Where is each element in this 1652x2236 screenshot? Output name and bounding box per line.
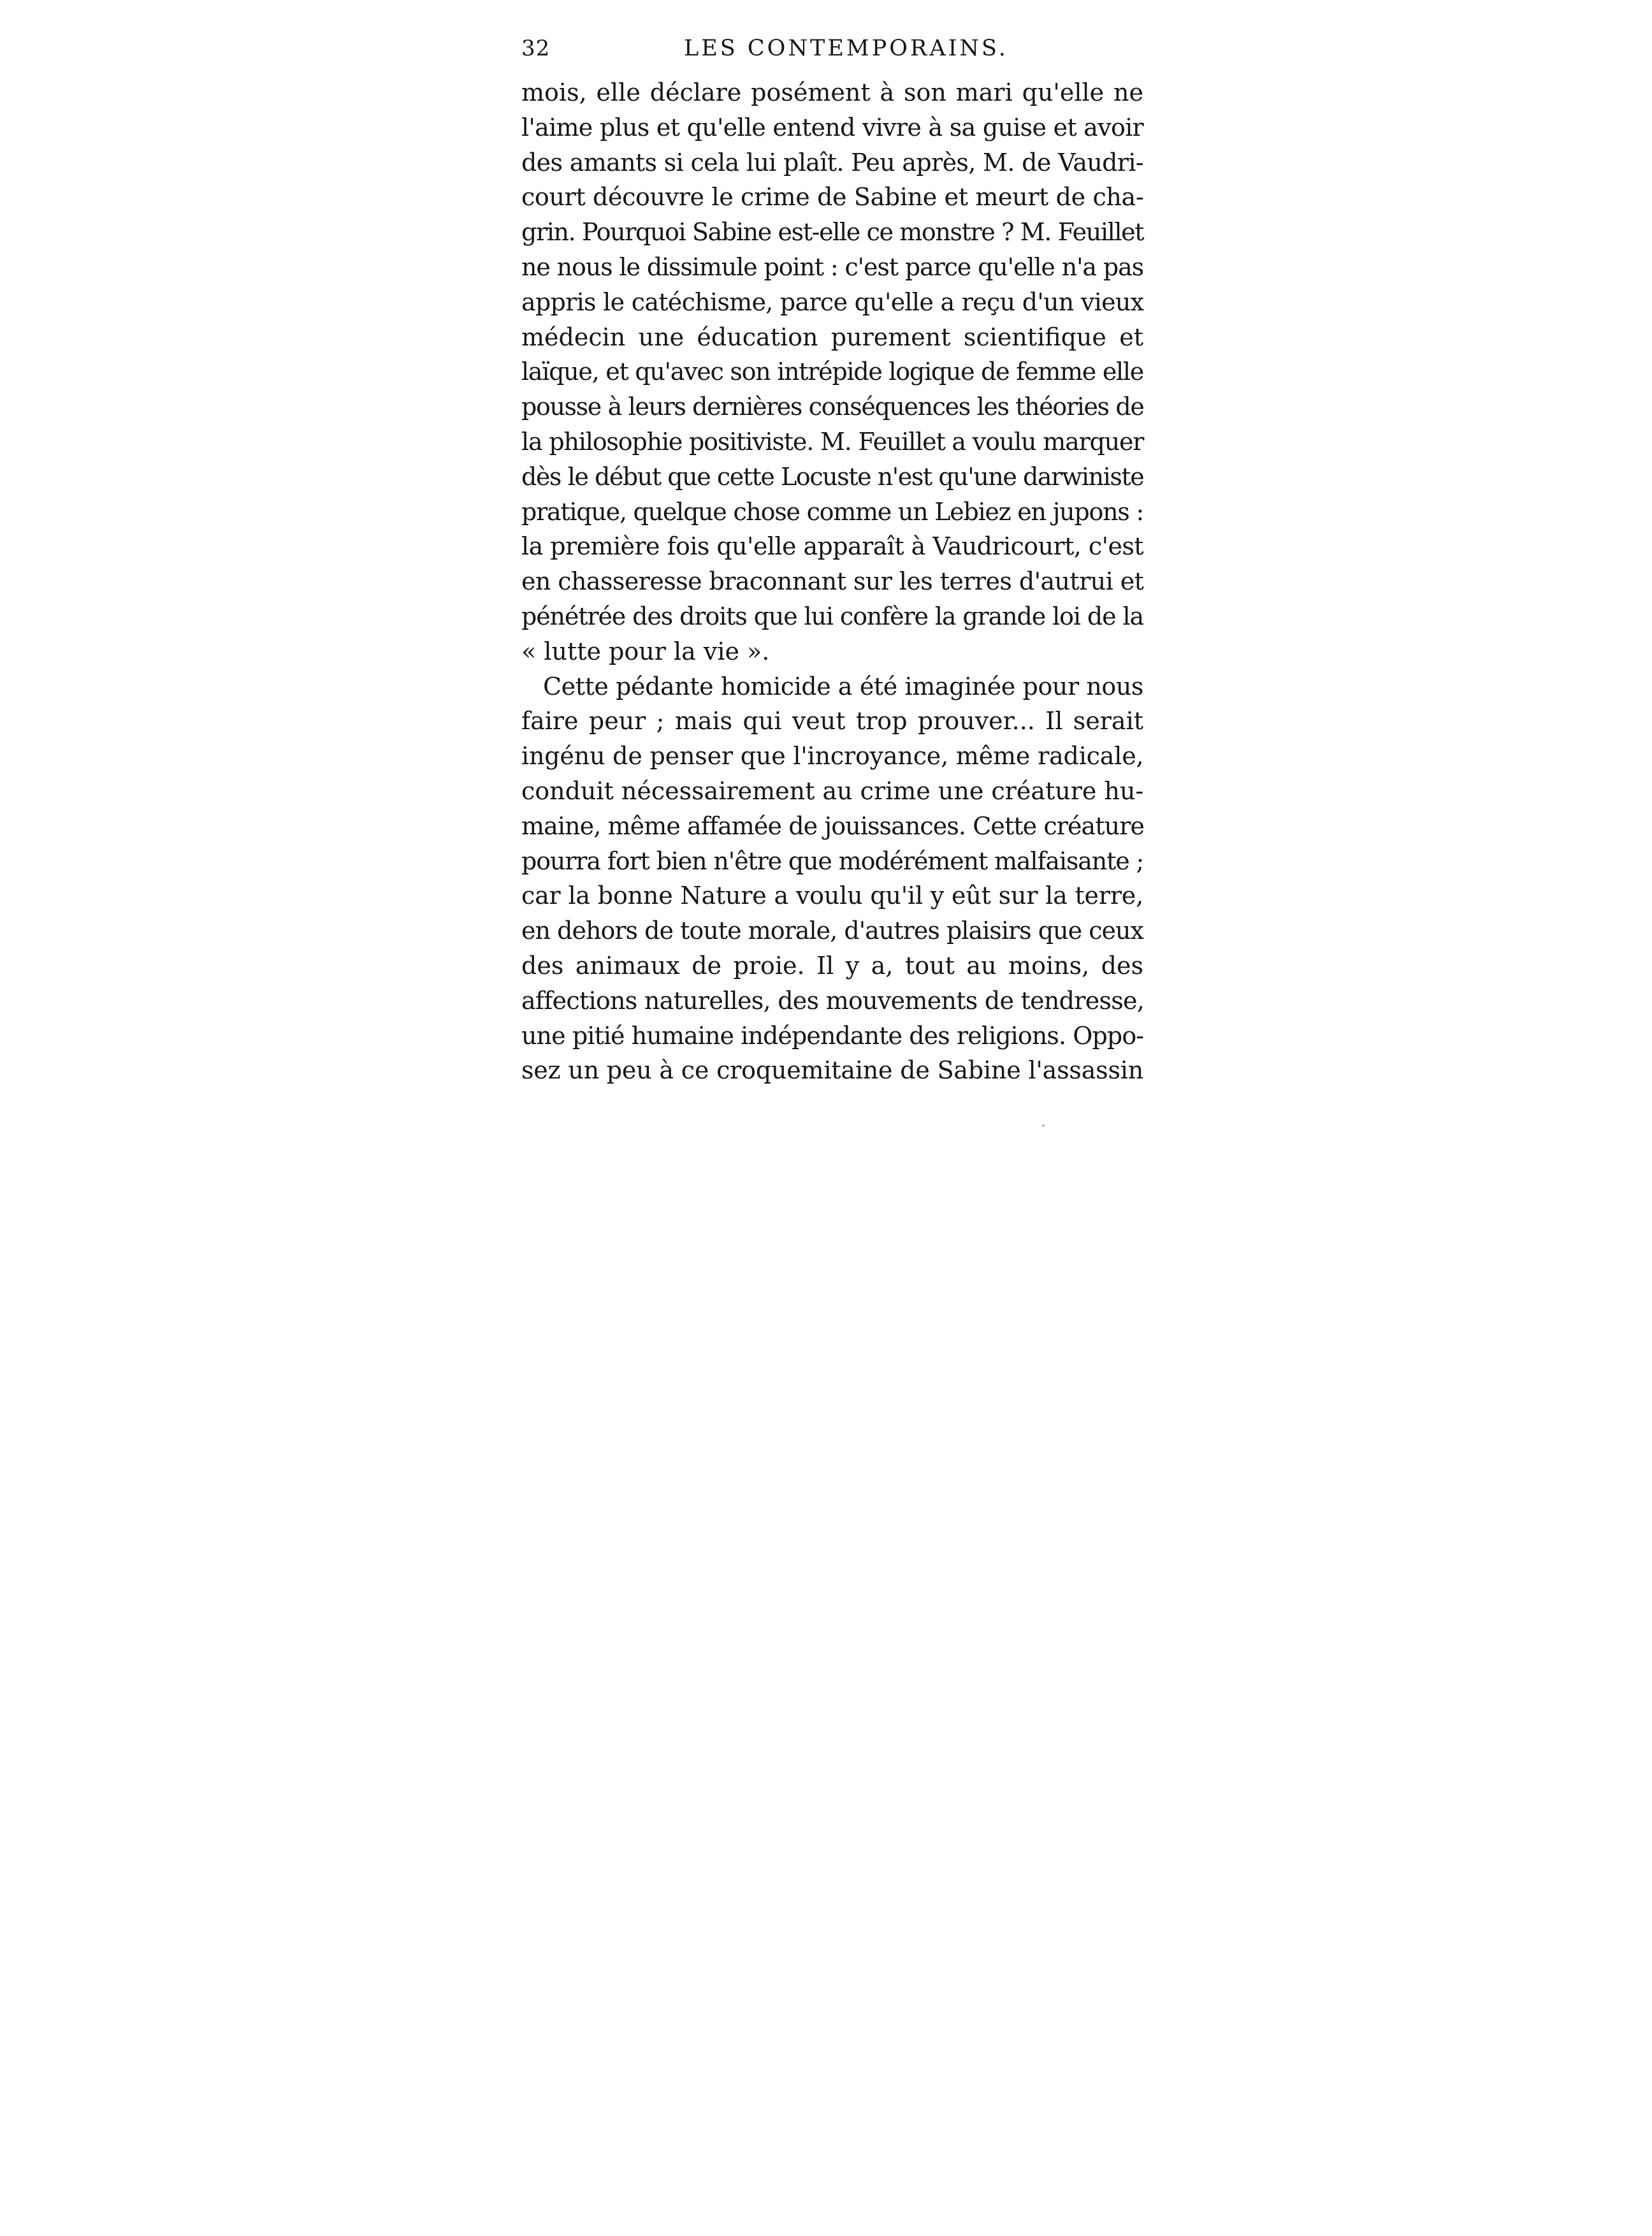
text-line: conduit nécessairement au crime une créature hu- xyxy=(521,776,1144,805)
text-line: affections naturelles, des mouvements de tendresse, xyxy=(521,986,1145,1015)
text-line: court découvre le crime de Sabine et meurt de cha- xyxy=(521,183,1144,212)
paragraph-start-line: Cette pédante homicide a été imaginée pour nous xyxy=(543,672,1143,701)
text-line: médecin une éducation purement scientifique et xyxy=(521,323,1143,351)
text-line: appris le catéchisme, parce qu'elle a reçu d'un vieux xyxy=(521,287,1144,316)
page-number: 32 xyxy=(521,36,551,61)
text-line: car la bonne Nature a voulu qu'il y eût sur la terre, xyxy=(521,882,1143,910)
text-line: ne nous le dissimule point : c'est parce qu'elle n'a pas xyxy=(521,252,1143,281)
text-line: laïque, et qu'avec son intrépide logique de femme elle xyxy=(521,358,1143,386)
body-text xyxy=(521,75,1143,1088)
text-line: des animaux de proie. Il y a, tout au moins, des xyxy=(521,951,1143,980)
text-line: en dehors de toute morale, d'autres plaisirs que ceux xyxy=(521,917,1143,945)
paragraph-end-line: « lutte pour la vie ». xyxy=(521,637,770,665)
text-line: maine, même affamée de jouissances. Cette créature xyxy=(521,811,1145,840)
text-line: faire peur ; mais qui veut trop prouver... Il serait xyxy=(521,707,1143,736)
text-line: l'aime plus et qu'elle entend vivre à sa guise et avoir xyxy=(521,113,1143,142)
running-title: LES CONTEMPORAINS. xyxy=(684,36,1008,61)
text-line: dès le début que cette Locuste n'est qu'une darwiniste xyxy=(521,462,1144,491)
text-line: la première fois qu'elle apparaît à Vaudricourt, c'est xyxy=(521,532,1143,561)
text-line: mois, elle déclare posément à son mari qu'elle ne xyxy=(521,78,1143,106)
text-line: des amants si cela lui plaît. Peu après, M. de Vaudri- xyxy=(521,148,1143,177)
text-line: une pitié humaine indépendante des religions. Oppo- xyxy=(521,1021,1144,1050)
text-line: grin. Pourquoi Sabine est-elle ce monstre ? M. Feuillet xyxy=(521,218,1144,247)
text-line: pourra fort bien n'être que modérément malfaisante ; xyxy=(521,846,1144,875)
text-line: pousse à leurs dernières conséquences les théories de xyxy=(521,393,1144,421)
text-line: ingénu de penser que l'incroyance, même radicale, xyxy=(521,742,1144,771)
text-line: pénétrée des droits que lui confère la grande loi de la xyxy=(521,602,1143,630)
text-line: sez un peu à ce croquemitaine de Sabine l'assassin xyxy=(521,1056,1143,1085)
paper-speck xyxy=(1042,1124,1045,1127)
text-line: la philosophie positiviste. M. Feuillet a voulu marquer xyxy=(521,427,1144,456)
text-line: en chasseresse braconnant sur les terres d'autrui et xyxy=(521,567,1144,596)
page-header xyxy=(521,29,1143,68)
text-line: pratique, quelque chose comme un Lebiez en jupons : xyxy=(521,497,1143,526)
